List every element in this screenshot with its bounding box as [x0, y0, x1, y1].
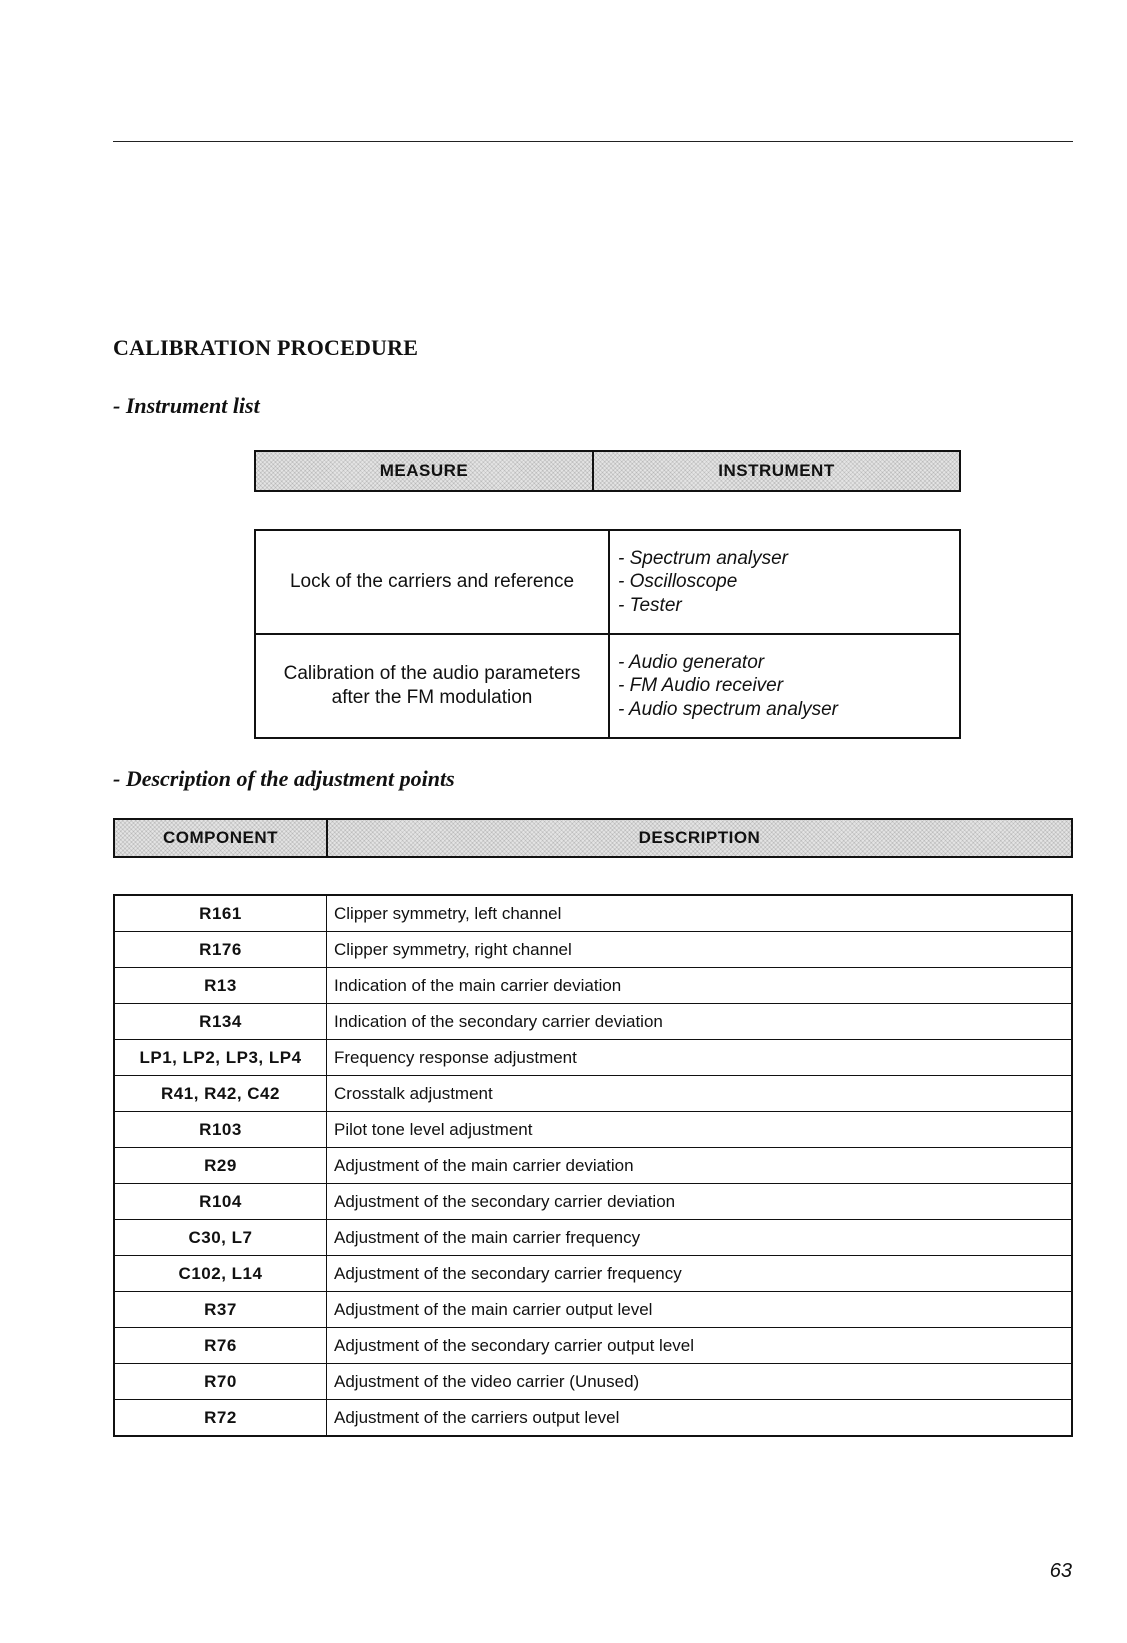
measure-cell: [255, 530, 609, 634]
component-cell: R41, R42, C42: [114, 1076, 327, 1112]
instrument-table: [254, 529, 961, 739]
instrument-item: - FM Audio receiver: [618, 675, 784, 697]
table-row: [114, 968, 1072, 1004]
description-cell: Adjustment of the secondary carrier output level: [327, 1328, 1073, 1364]
description-cell: Adjustment of the video carrier (Unused): [327, 1364, 1073, 1400]
instrument-row: [255, 530, 960, 634]
adjustment-table: [113, 894, 1073, 1437]
component-cell: LP1, LP2, LP3, LP4: [114, 1040, 327, 1076]
description-cell: Pilot tone level adjustment: [327, 1112, 1073, 1148]
instrument-item: - Audio generator: [618, 651, 765, 673]
table-row: [114, 1004, 1072, 1040]
adjustment-table-body: [114, 895, 1072, 1436]
header-description: DESCRIPTION: [327, 819, 1072, 857]
instrument-table-header: [254, 450, 961, 492]
component-cell: R37: [114, 1292, 327, 1328]
table-row: [114, 1400, 1072, 1437]
description-cell: Indication of the main carrier deviation: [327, 968, 1073, 1004]
table-row: [114, 932, 1072, 968]
measure-cell: [255, 634, 609, 738]
measure-text: after the FM modulation: [331, 687, 533, 708]
header-measure: MEASURE: [255, 451, 593, 491]
component-cell: R13: [114, 968, 327, 1004]
description-cell: Clipper symmetry, right channel: [327, 932, 1073, 968]
description-cell: Adjustment of the main carrier frequency: [327, 1220, 1073, 1256]
instrument-cell: [609, 634, 960, 738]
header-instrument: INSTRUMENT: [593, 451, 960, 491]
table-row: [114, 1256, 1072, 1292]
adjustment-table-header: [113, 818, 1073, 858]
instrument-row: [255, 634, 960, 738]
component-cell: R103: [114, 1112, 327, 1148]
table-row: [114, 1292, 1072, 1328]
component-cell: R72: [114, 1400, 327, 1437]
instrument-item: - Oscilloscope: [618, 571, 738, 593]
table-row: [114, 1184, 1072, 1220]
table-row: [114, 1328, 1072, 1364]
description-cell: Adjustment of the secondary carrier deviation: [327, 1184, 1073, 1220]
component-cell: R104: [114, 1184, 327, 1220]
measure-text: Calibration of the audio parameters: [283, 663, 581, 684]
description-cell: Adjustment of the secondary carrier frequency: [327, 1256, 1073, 1292]
table-row: [114, 895, 1072, 932]
section-title: CALIBRATION PROCEDURE: [113, 335, 419, 360]
measure-text: Lock of the carriers and reference: [289, 571, 575, 592]
component-cell: R161: [114, 895, 327, 932]
top-horizontal-rule: [113, 141, 1073, 142]
component-cell: R29: [114, 1148, 327, 1184]
page-number: 63: [1049, 1560, 1072, 1582]
component-cell: C30, L7: [114, 1220, 327, 1256]
instrument-list-heading: - Instrument list: [113, 393, 260, 418]
description-cell: Adjustment of the carriers output level: [327, 1400, 1073, 1437]
table-row: [114, 1220, 1072, 1256]
component-cell: R76: [114, 1328, 327, 1364]
description-cell: Indication of the secondary carrier deviation: [327, 1004, 1073, 1040]
table-row: [114, 1148, 1072, 1184]
table-row: [114, 1076, 1072, 1112]
component-cell: C102, L14: [114, 1256, 327, 1292]
header-component: COMPONENT: [114, 819, 327, 857]
instrument-item: - Audio spectrum analyser: [618, 698, 839, 720]
description-cell: Crosstalk adjustment: [327, 1076, 1073, 1112]
component-cell: R176: [114, 932, 327, 968]
table-row: [114, 1040, 1072, 1076]
instrument-item: - Spectrum analyser: [618, 547, 789, 569]
instrument-cell: [609, 530, 960, 634]
description-cell: Frequency response adjustment: [327, 1040, 1073, 1076]
adjustment-points-heading: - Description of the adjustment points: [113, 766, 455, 791]
component-cell: R70: [114, 1364, 327, 1400]
component-cell: R134: [114, 1004, 327, 1040]
description-cell: Clipper symmetry, left channel: [327, 895, 1073, 932]
description-cell: Adjustment of the main carrier output level: [327, 1292, 1073, 1328]
instrument-item: - Tester: [618, 594, 682, 616]
table-row: [114, 1364, 1072, 1400]
table-row: [114, 1112, 1072, 1148]
description-cell: Adjustment of the main carrier deviation: [327, 1148, 1073, 1184]
